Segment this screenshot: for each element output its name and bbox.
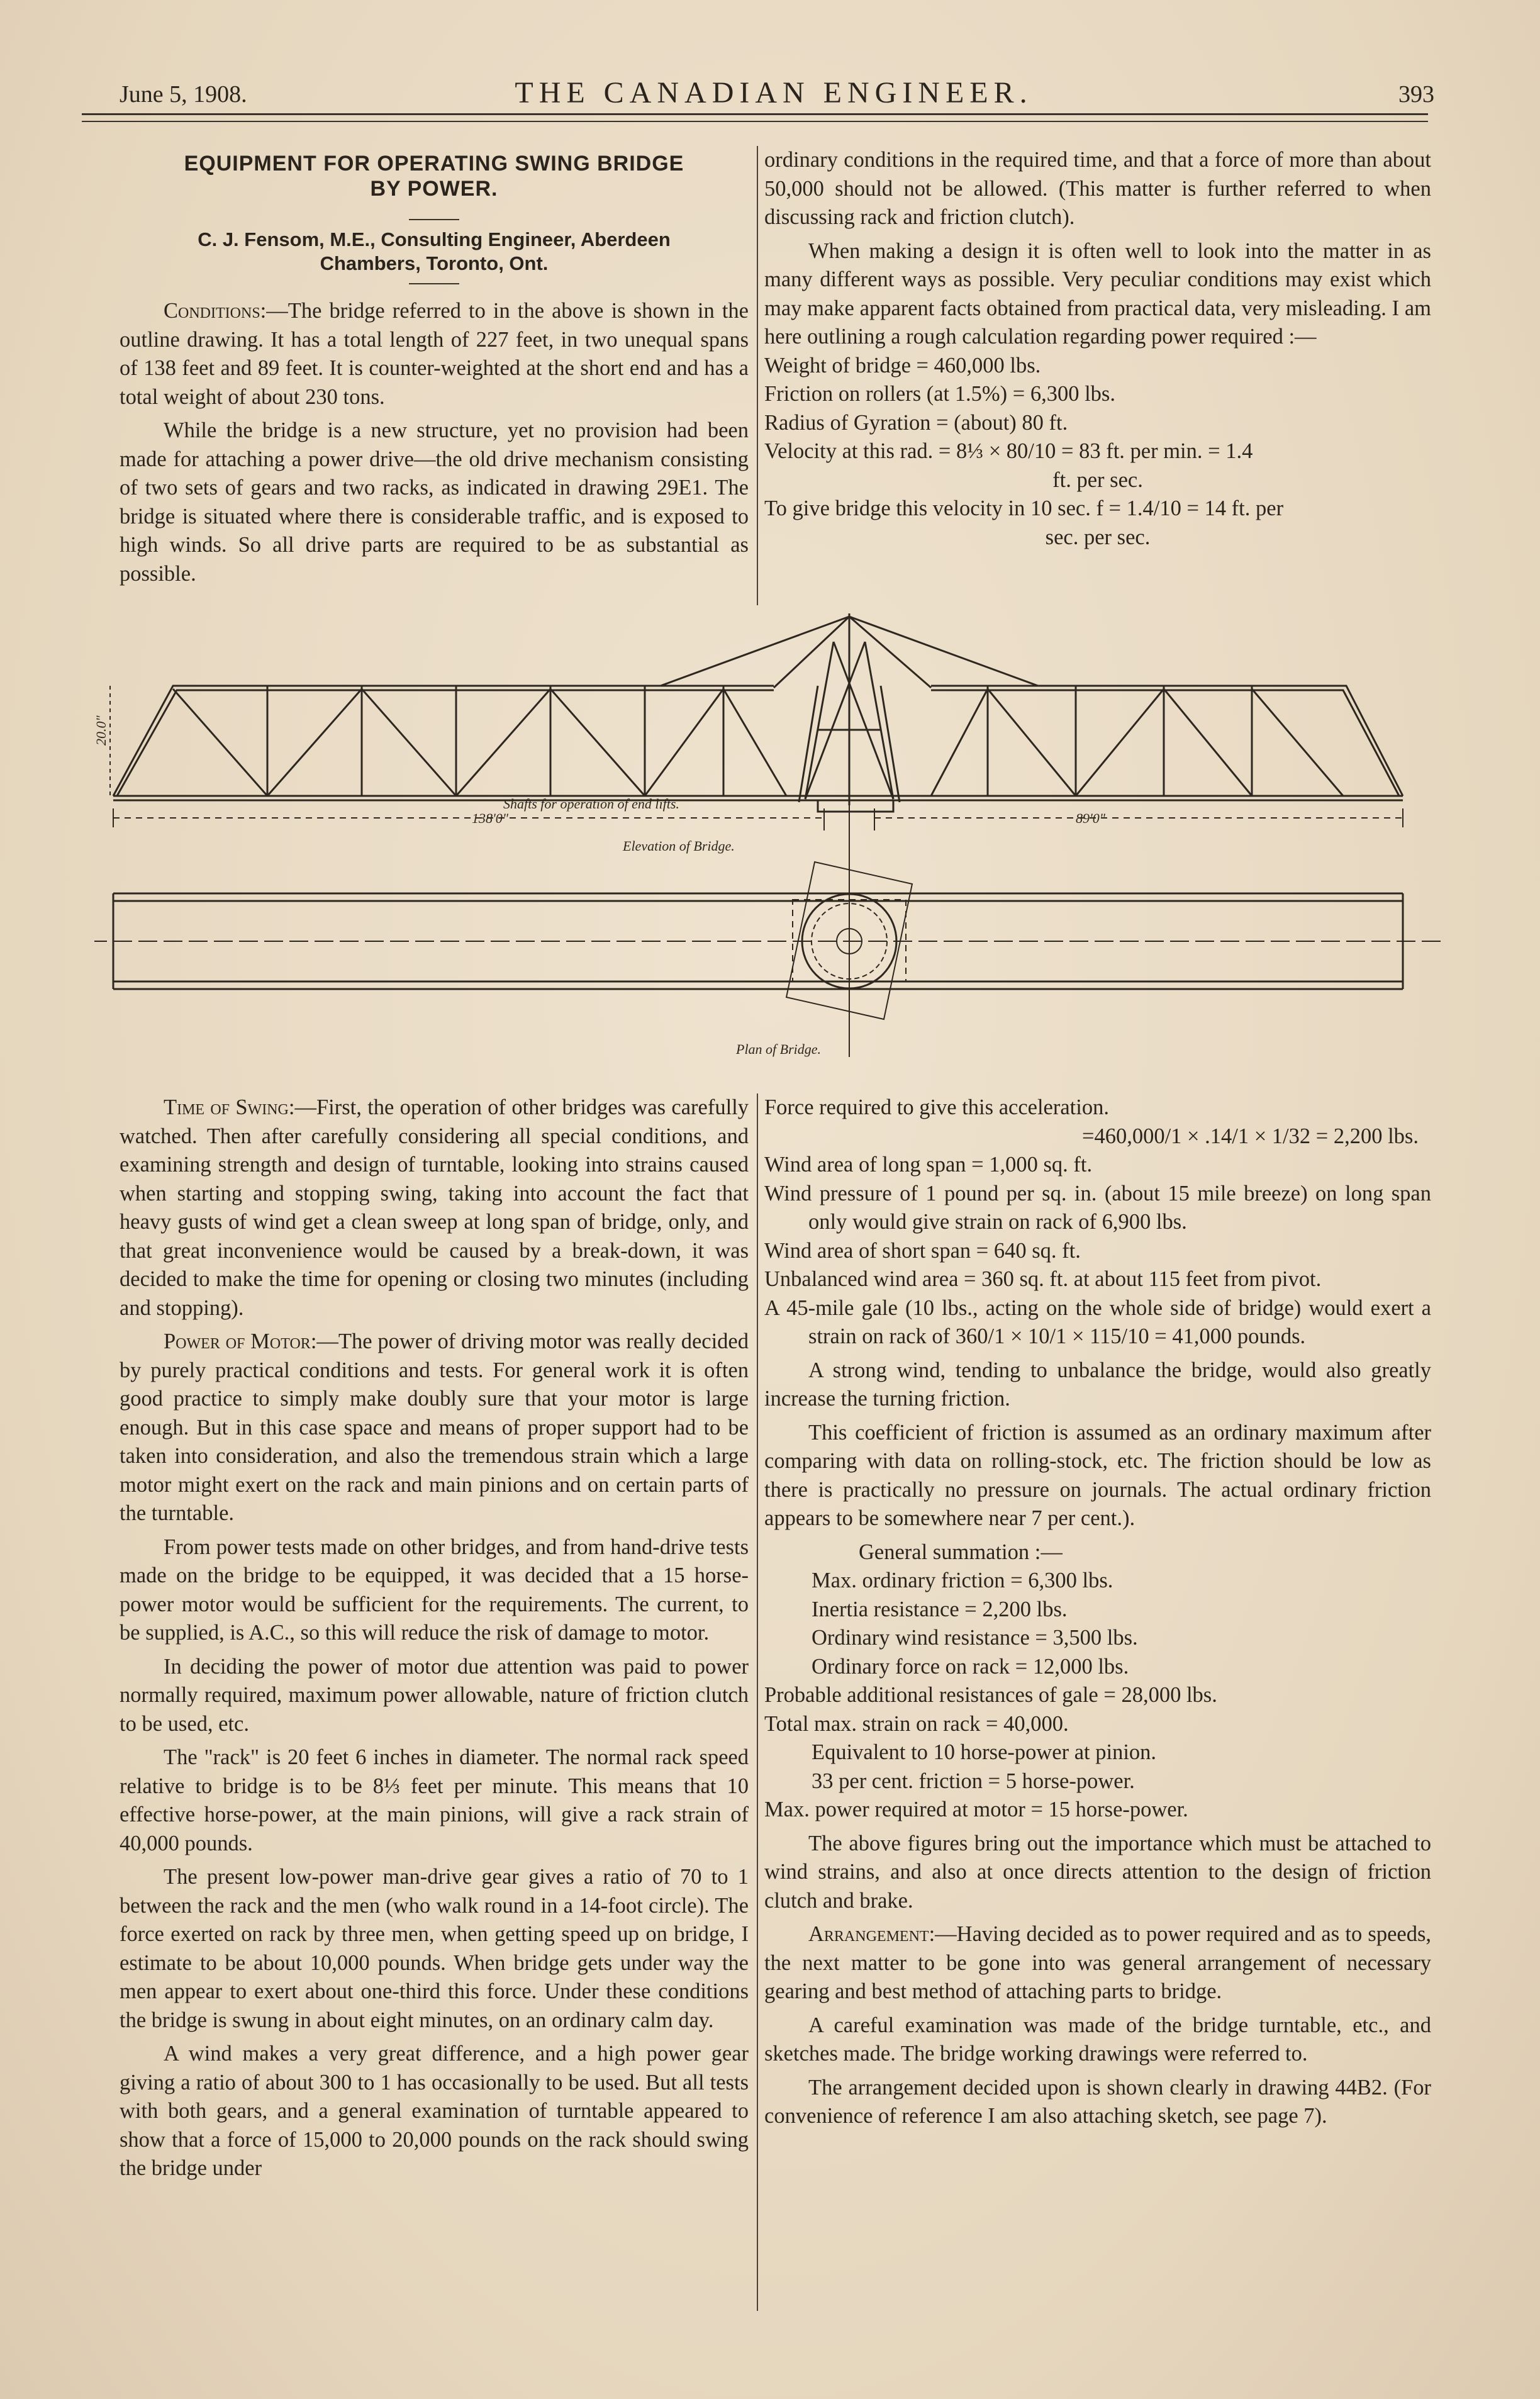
article-title xyxy=(120,151,749,201)
dim-right-label: 89'0" xyxy=(1076,810,1105,826)
header-rule-double xyxy=(82,121,1428,122)
summation-total: Total max. strain on rack = 40,000. xyxy=(764,1711,1069,1736)
column-divider-top xyxy=(757,146,758,605)
calc-weight: Weight of bridge = 460,000 lbs. xyxy=(764,353,1041,377)
calc-friction: Friction on rollers (at 1.5%) = 6,300 lbs. xyxy=(764,382,1115,406)
bridge-drawing xyxy=(94,604,1447,1057)
column-left-top xyxy=(120,151,749,588)
paragraph-conditions-text: :—The bridge referred to in the above is shown in the outline drawing. It has a total length of 227 feet, in two unequal spans of 138 feet and 89 feet. It is counter-weighted at the short end and has a total weight of about 230 tons. xyxy=(120,299,749,409)
shafts-note: Shafts for operation of end lifts. xyxy=(503,796,679,812)
calc-gale: A 45-mile gale (10 lbs., acting on the whole side of bridge) would exert a strain on rack of 360/1 × 10/1 × 115/10 = 41,000 pounds. xyxy=(764,1295,1431,1348)
calc-gyration: Radius of Gyration = (about) 80 ft. xyxy=(764,410,1068,435)
paragraph-design: When making a design it is often well to look into the matter in as many different ways as possible. Very peculiar conditions may exist which may make apparent facts obtained from practical data, very misleading. I am here outlining a rough calculation regarding power required :— xyxy=(764,238,1431,349)
paragraph-time-of-swing-text: :—First, the operation of other bridges was carefully watched. Then after carefully considering all special conditions, and examining strength and design of turntable, looking into strains caused when starting and stopping swing, taking into account the fact that heavy gusts of wind get a clean sweep at long span of bridge, only, and that great inconvenience would be caused by a break-down, it was decided to make the time for opening or closing two minutes (including and stopping). xyxy=(120,1095,749,1320)
summation-wind: Ordinary wind resistance = 3,500 lbs. xyxy=(812,1626,1138,1650)
calc-force-value: =460,000/1 × .14/1 × 1/32 = 2,200 lbs. xyxy=(1082,1124,1419,1148)
byline-rule xyxy=(409,283,459,284)
section-head-time-of-swing: Time of Swing xyxy=(164,1095,289,1119)
paragraph-power-tests: From power tests made on other bridges, and from hand-drive tests made on the bridge to be equipped, it was decided that a 15 horse-power motor would be sufficient for the requirements. The current, to be supplied, is A.C., so this will reduce the risk of damage to motor. xyxy=(120,1535,749,1645)
paragraph-power-of-motor xyxy=(120,1328,749,1528)
paragraph-deciding-power: In deciding the power of motor due attention was paid to power normally required, maximum power allowable, nature of friction clutch to be used, etc. xyxy=(120,1654,749,1736)
summation-friction: Max. ordinary friction = 6,300 lbs. xyxy=(812,1569,1113,1592)
calc-velocity-cont: ft. per sec. xyxy=(1052,467,1143,492)
page-number: 393 xyxy=(1398,81,1434,108)
section-head-arrangement: Arrangement xyxy=(808,1922,929,1946)
calc-acceleration: To give bridge this velocity in 10 sec. f = 1.4/10 = 14 ft. per xyxy=(764,496,1284,520)
bridge-drawing-svg xyxy=(94,604,1447,1057)
summation-gale: Probable additional resistances of gale = 28,000 lbs. xyxy=(764,1683,1217,1707)
column-left-bottom xyxy=(120,1093,749,2183)
paragraph-wind: A wind makes a very great difference, and a high power gear giving a ratio of about 300 to 1 has occasionally to be used. But all tests with both gears, and a general examination of turntable appeared to show that a force of 15,000 to 20,000 pounds on the rack should swing the bridge under xyxy=(120,2042,749,2180)
caption-plan: Plan of Bridge. xyxy=(736,1041,822,1057)
column-divider-bottom xyxy=(757,1093,758,2311)
paragraph-conditions xyxy=(120,297,749,411)
journal-title: THE CANADIAN ENGINEER. xyxy=(515,76,1033,109)
paragraph-examination: A careful examination was made of the bridge turntable, etc., and sketches made. The bridge working drawings were referred to. xyxy=(764,2013,1431,2066)
column-right-bottom xyxy=(764,1093,1431,2131)
paragraph-rack: The "rack" is 20 feet 6 inches in diameter. The normal rack speed relative to bridge is to be 8⅓ feet per minute. This means that 10 effective horse-power, at the main pinions, will give a rack strain of 40,000 pounds. xyxy=(120,1745,749,1855)
byline-line-2: Chambers, Toronto, Ont. xyxy=(320,252,549,274)
summation-equivalent: Equivalent to 10 horse-power at pinion. xyxy=(812,1740,1157,1764)
calc-velocity: Velocity at this rad. = 8⅓ × 80/10 = 83 ft. per min. = 1.4 xyxy=(764,439,1253,463)
calc-unbalanced-area: Unbalanced wind area = 360 sq. ft. at about 115 feet from pivot. xyxy=(764,1267,1322,1291)
header-rule xyxy=(82,113,1428,115)
paragraph-coefficient: This coefficient of friction is assumed as an ordinary maximum after comparing with data on rolling-stock, etc. The friction should be low as there is practically no pressure on journals. The actual ordinary friction appears to be somewhere near 7 per cent.). xyxy=(764,1420,1431,1530)
calc-wind-area-short: Wind area of short span = 640 sq. ft. xyxy=(764,1238,1081,1263)
title-rule xyxy=(409,219,459,220)
byline xyxy=(120,228,749,276)
byline-line-1: C. J. Fensom, M.E., Consulting Engineer, Aberdeen xyxy=(198,228,671,250)
paragraph-required-time: ordinary conditions in the required time, and that a force of more than about 50,000 should not be allowed. (This matter is further referred to when discussing rack and friction clutch). xyxy=(764,148,1431,229)
section-head-conditions: Conditions xyxy=(164,299,260,323)
section-head-power-of-motor: Power of Motor xyxy=(164,1329,311,1353)
paragraph-man-drive: The present low-power man-drive gear gives a ratio of 70 to 1 between the rack and the men (who walk round in a 14-foot circle). The force exerted on rack by three men, when getting speed up on bridge, I estimate to be about 10,000 pounds. When bridge gets under way the men appear to exert about one-third this force. Under these conditions the bridge is swung in about eight minutes, on an ordinary calm day. xyxy=(120,1865,749,2032)
dim-left-label: 138'0" xyxy=(472,810,508,826)
caption-elevation: Elevation of Bridge. xyxy=(623,838,735,854)
calc-acceleration-cont: sec. per sec. xyxy=(1045,525,1151,549)
paragraph-time-of-swing xyxy=(120,1093,749,1323)
paragraph-power-of-motor-text: :—The power of driving motor was really decided by purely practical conditions and tests. For general work it is often good practice to simply make doubly sure that your motor is large enough. But in this case space and means of proper support had to be taken into consideration, and also the tremendous strain which a large motor might exert on the rack and main pinions and on certain parts of the turntable. xyxy=(120,1329,749,1525)
column-right-top xyxy=(764,146,1431,552)
dim-height-label: 20.0" xyxy=(94,715,109,746)
calc-force-required: Force required to give this acceleration. xyxy=(764,1095,1109,1119)
summation-friction-hp: 33 per cent. friction = 5 horse-power. xyxy=(812,1769,1135,1793)
paragraph-strong-wind: A strong wind, tending to unbalance the bridge, would also greatly increase the turning friction. xyxy=(764,1358,1431,1411)
article-title-line-1: EQUIPMENT FOR OPERATING SWING BRIDGE xyxy=(184,152,684,176)
paragraph-arrangement xyxy=(764,1920,1431,2006)
paragraph-drawing-reference: The arrangement decided upon is shown clearly in drawing 44B2. (For convenience of reference I am also attaching sketch, see page 7). xyxy=(764,2075,1431,2128)
paragraph-structure: While the bridge is a new structure, yet no provision had been made for attaching a power drive—the old drive mechanism consisting of two sets of gears and two racks, as indicated in drawing 29E1. The bridge is situated where there is considerable traffic, and is exposed to high winds. So all drive parts are required to be as substantial as possible. xyxy=(120,418,749,586)
summation-inertia: Inertia resistance = 2,200 lbs. xyxy=(812,1597,1068,1621)
calc-wind-area-long: Wind area of long span = 1,000 sq. ft. xyxy=(764,1153,1093,1177)
paragraph-arrangement-text: :—Having decided as to power required and as to speeds, the next matter to be gone into was general arrangement of necessary gearing and best method of attaching parts to bridge. xyxy=(764,1922,1431,2003)
paragraph-importance: The above figures bring out the importance which must be attached to wind strains, and also at once directs attention to the design of friction clutch and brake. xyxy=(764,1831,1431,1913)
article-title-line-2: BY POWER. xyxy=(370,177,498,201)
summation-max-power: Max. power required at motor = 15 horse-power. xyxy=(764,1798,1188,1821)
summation-rack-force: Ordinary force on rack = 12,000 lbs. xyxy=(812,1654,1129,1679)
issue-date: June 5, 1908. xyxy=(120,81,247,108)
calc-wind-pressure: Wind pressure of 1 pound per sq. in. (about 15 mile breeze) on long span only would give strain on rack of 6,900 lbs. xyxy=(764,1181,1431,1234)
summation-heading: General summation :— xyxy=(859,1540,1063,1564)
